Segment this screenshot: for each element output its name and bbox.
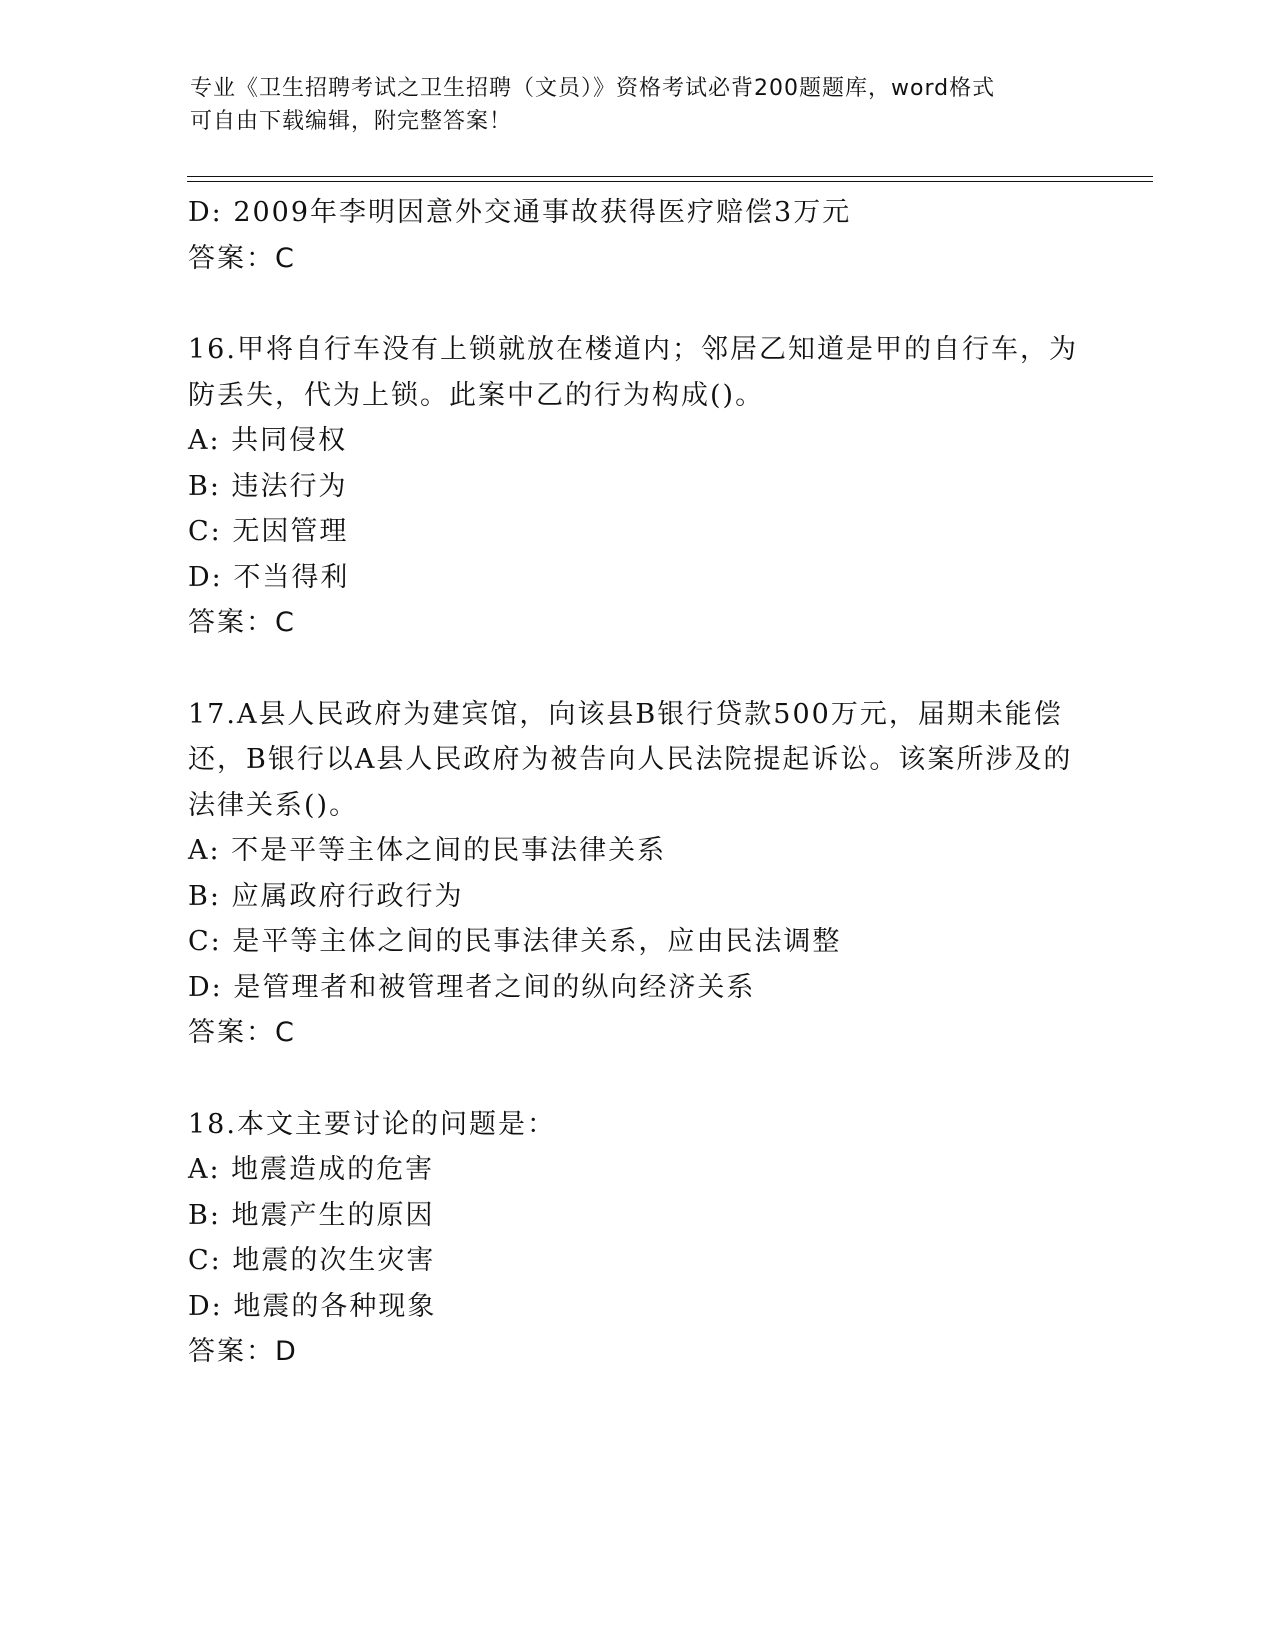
option-b: B: 地震产生的原因 <box>188 1199 435 1231</box>
question-17 <box>188 692 1088 1056</box>
question-18 <box>188 1102 1088 1375</box>
option-d: D: 是管理者和被管理者之间的纵向经济关系 <box>188 971 756 1003</box>
question-stem-line: 18.本文主要讨论的问题是： <box>188 1108 556 1140</box>
previous-question-tail <box>188 190 1088 281</box>
question-stem-line: 还，B银行以A县人民政府为被告向人民法院提起诉讼。该案所涉及的 <box>188 744 1073 775</box>
header-line-2: 可自由下载编辑，附完整答案！ <box>190 109 513 134</box>
option-d: D: 2009年李明因意外交通事故获得医疗赔偿3万元 <box>188 197 852 228</box>
answer-line: 答案：C <box>188 1017 296 1048</box>
question-stem-line: 16.甲将自行车没有上锁就放在楼道内；邻居乙知道是甲的自行车，为 <box>188 334 1078 365</box>
document-header <box>190 72 1090 138</box>
option-b: B: 违法行为 <box>188 470 348 502</box>
header-divider-top <box>187 176 1153 177</box>
option-a: A: 共同侵权 <box>188 425 348 456</box>
option-c: C: 地震的次生灾害 <box>188 1245 436 1276</box>
option-d: D: 不当得利 <box>188 561 350 593</box>
header-line-1: 专业《卫生招聘考试之卫生招聘（文员）》资格考试必背200题题库，word格式 <box>190 76 996 101</box>
option-a: A: 不是平等主体之间的民事法律关系 <box>188 835 667 866</box>
answer-line: 答案：D <box>188 1336 298 1367</box>
answer-line: 答案：C <box>188 242 296 274</box>
option-b: B: 应属政府行政行为 <box>188 880 464 912</box>
option-a: A: 地震造成的危害 <box>188 1154 435 1185</box>
question-stem-line: 法律关系()。 <box>188 789 359 821</box>
option-c: C: 是平等主体之间的民事法律关系，应由民法调整 <box>188 926 842 957</box>
option-c: C: 无因管理 <box>188 516 349 547</box>
question-stem-line: 17.A县人民政府为建宾馆，向该县B银行贷款500万元，届期未能偿 <box>188 698 1063 730</box>
question-stem-line: 防丢失，代为上锁。此案中乙的行为构成()。 <box>188 379 765 411</box>
answer-line: 答案：C <box>188 607 296 638</box>
header-divider-bottom <box>187 181 1153 182</box>
option-d: D: 地震的各种现象 <box>188 1290 437 1322</box>
document-body <box>188 190 1088 1375</box>
question-16 <box>188 327 1088 646</box>
